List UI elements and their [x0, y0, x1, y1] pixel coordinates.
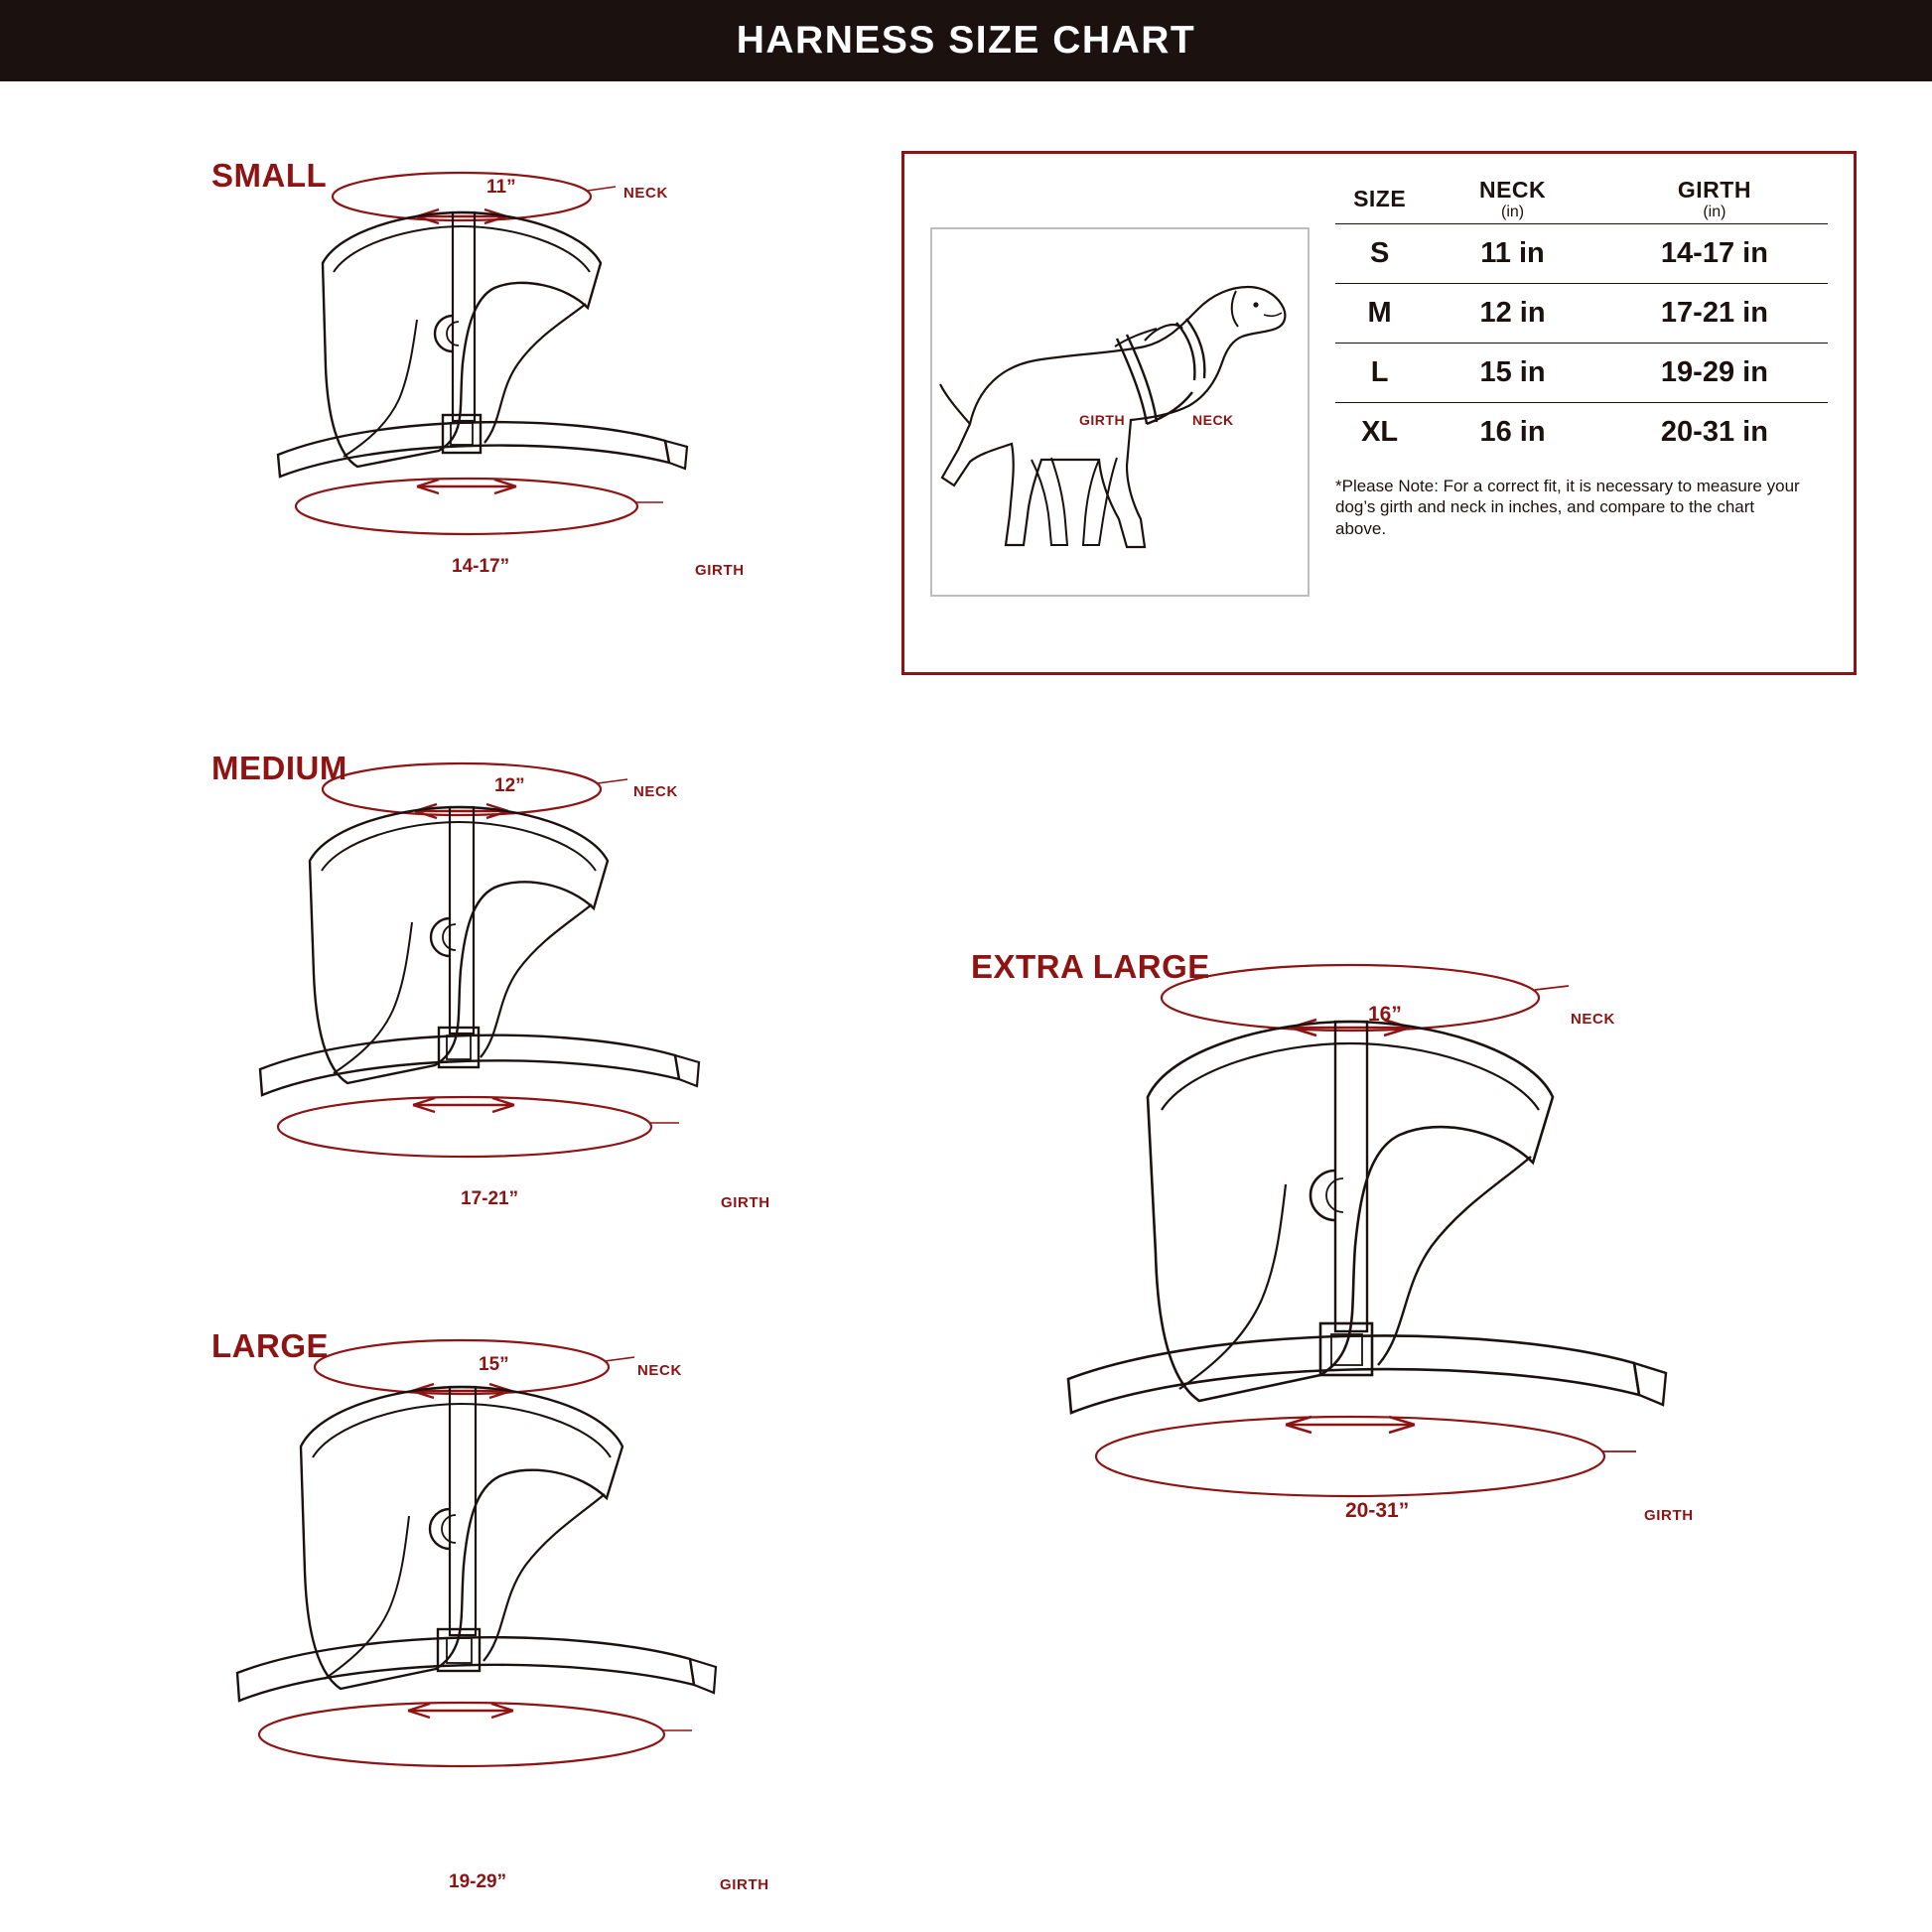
cell-neck: 11 in — [1424, 224, 1601, 284]
girth-value-medium: 17-21” — [461, 1188, 519, 1209]
cell-girth: 17-21 in — [1601, 284, 1828, 344]
cell-girth: 14-17 in — [1601, 224, 1828, 284]
girth-value-large: 19-29” — [449, 1871, 507, 1892]
page-title: HARNESS SIZE CHART — [736, 19, 1196, 62]
neck-value-large: 15” — [479, 1354, 509, 1375]
dog-neck-tag: NECK — [1192, 412, 1234, 428]
harness-diagram-large — [223, 1335, 819, 1832]
girth-value-xlarge: 20-31” — [1345, 1499, 1410, 1522]
size-label-large: LARGE — [211, 1327, 329, 1364]
page-header — [0, 0, 1932, 81]
size-table-wrap — [1310, 176, 1828, 597]
harness-diagram-xlarge — [1052, 958, 1787, 1593]
dog-girth-tag: GIRTH — [1079, 412, 1126, 428]
cell-size: XL — [1335, 403, 1424, 463]
col-header-girth: GIRTH (in) — [1677, 177, 1751, 220]
table-row — [1335, 224, 1828, 284]
size-table — [1335, 176, 1828, 462]
table-row — [1335, 403, 1828, 463]
girth-tag-xlarge: GIRTH — [1644, 1507, 1694, 1524]
neck-value-xlarge: 16” — [1368, 1003, 1402, 1026]
neck-value-small: 11” — [486, 177, 516, 198]
col-header-size: SIZE — [1353, 186, 1407, 211]
table-row — [1335, 284, 1828, 344]
cell-neck: 15 in — [1424, 344, 1601, 403]
harness-diagram-medium — [248, 759, 804, 1226]
neck-value-medium: 12” — [494, 775, 525, 796]
table-row — [1335, 344, 1828, 403]
cell-size: L — [1335, 344, 1424, 403]
size-label-xlarge: EXTRA LARGE — [971, 948, 1210, 985]
size-chart-panel — [901, 151, 1857, 675]
dog-illustration-box — [930, 227, 1310, 597]
cell-size: M — [1335, 284, 1424, 344]
neck-tag-medium: NECK — [633, 783, 678, 800]
neck-tag-xlarge: NECK — [1571, 1011, 1615, 1028]
fit-note: *Please Note: For a correct fit, it is necessary to measure your dog’s girth and neck in inches, and compare to the chart above. — [1335, 477, 1800, 538]
cell-girth: 19-29 in — [1601, 344, 1828, 403]
girth-tag-large: GIRTH — [720, 1876, 769, 1893]
neck-tag-large: NECK — [637, 1362, 682, 1379]
cell-neck: 12 in — [1424, 284, 1601, 344]
size-label-medium: MEDIUM — [211, 750, 347, 786]
girth-value-small: 14-17” — [452, 556, 510, 577]
cell-girth: 20-31 in — [1601, 403, 1828, 463]
neck-tag-small: NECK — [623, 185, 668, 202]
col-header-neck: NECK (in) — [1478, 177, 1547, 220]
girth-tag-small: GIRTH — [695, 562, 745, 579]
table-header-row — [1335, 176, 1828, 224]
cell-neck: 16 in — [1424, 403, 1601, 463]
cell-size: S — [1335, 224, 1424, 284]
girth-tag-medium: GIRTH — [721, 1194, 770, 1211]
harness-diagram-small — [268, 169, 784, 596]
size-label-small: SMALL — [211, 157, 328, 194]
